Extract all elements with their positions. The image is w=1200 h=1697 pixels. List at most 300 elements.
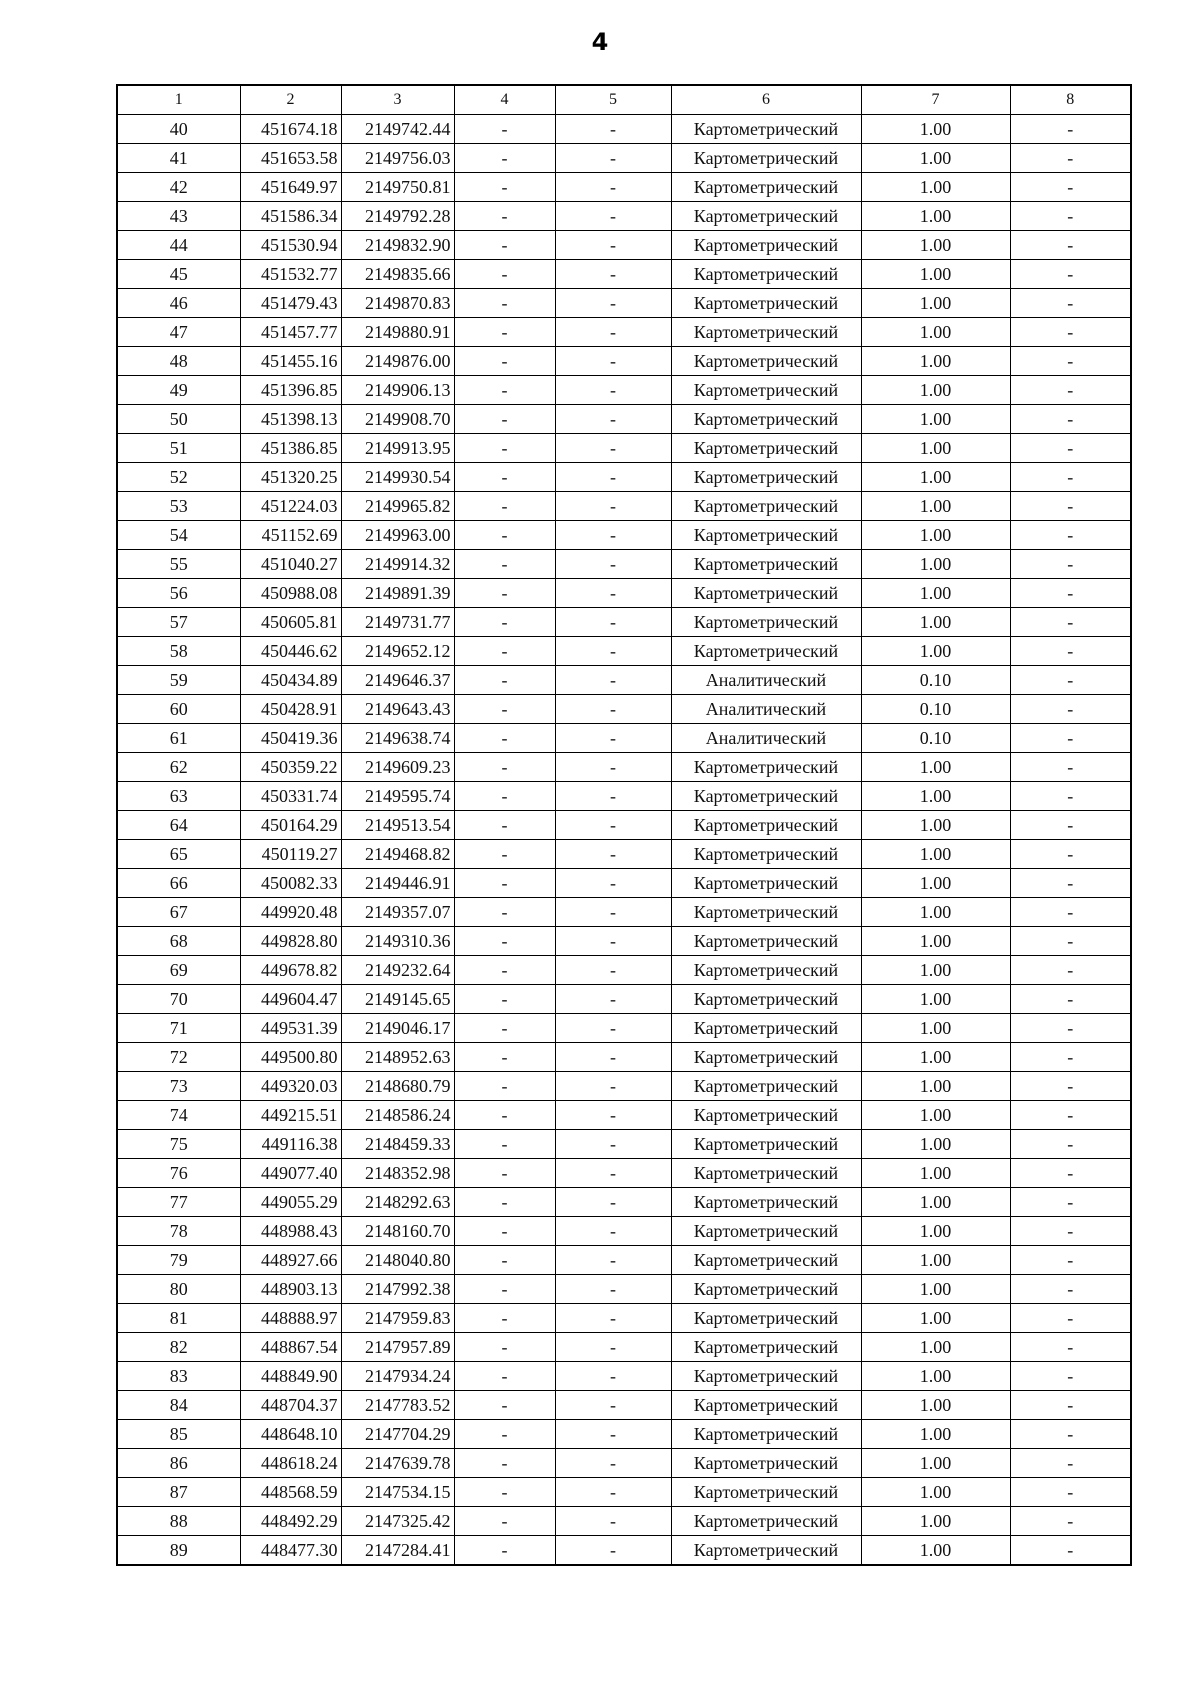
method-cell: Картометрический [671, 753, 861, 782]
table-row [117, 1507, 1131, 1536]
accuracy-cell: 1.00 [861, 1101, 1010, 1130]
col4-cell: - [454, 492, 555, 521]
table-row [117, 869, 1131, 898]
method-cell: Картометрический [671, 869, 861, 898]
col5-cell: - [555, 1362, 671, 1391]
method-cell: Картометрический [671, 579, 861, 608]
accuracy-cell: 0.10 [861, 695, 1010, 724]
point-number-cell: 45 [117, 260, 240, 289]
accuracy-cell: 1.00 [861, 956, 1010, 985]
accuracy-cell: 1.00 [861, 579, 1010, 608]
col8-cell: - [1010, 521, 1131, 550]
col5-cell: - [555, 811, 671, 840]
col5-cell: - [555, 1449, 671, 1478]
accuracy-cell: 1.00 [861, 550, 1010, 579]
point-number-cell: 78 [117, 1217, 240, 1246]
col8-cell: - [1010, 1275, 1131, 1304]
col4-cell: - [454, 347, 555, 376]
x-coordinate-cell: 451152.69 [240, 521, 341, 550]
accuracy-cell: 1.00 [861, 318, 1010, 347]
col4-cell: - [454, 1507, 555, 1536]
point-number-cell: 67 [117, 898, 240, 927]
point-number-cell: 79 [117, 1246, 240, 1275]
col5-cell: - [555, 1246, 671, 1275]
table-row [117, 405, 1131, 434]
x-coordinate-cell: 451396.85 [240, 376, 341, 405]
accuracy-cell: 1.00 [861, 376, 1010, 405]
col5-cell: - [555, 1101, 671, 1130]
y-coordinate-cell: 2147639.78 [341, 1449, 454, 1478]
x-coordinate-cell: 450446.62 [240, 637, 341, 666]
point-number-cell: 46 [117, 289, 240, 318]
col8-cell: - [1010, 434, 1131, 463]
col8-cell: - [1010, 1420, 1131, 1449]
col4-cell: - [454, 956, 555, 985]
y-coordinate-cell: 2149963.00 [341, 521, 454, 550]
col4-cell: - [454, 550, 555, 579]
y-coordinate-cell: 2149792.28 [341, 202, 454, 231]
col5-cell: - [555, 1072, 671, 1101]
table-row [117, 376, 1131, 405]
col8-cell: - [1010, 1507, 1131, 1536]
col8-cell: - [1010, 1072, 1131, 1101]
x-coordinate-cell: 451479.43 [240, 289, 341, 318]
y-coordinate-cell: 2148040.80 [341, 1246, 454, 1275]
column-header: 4 [454, 85, 555, 115]
accuracy-cell: 1.00 [861, 115, 1010, 144]
table-row [117, 1536, 1131, 1566]
method-cell: Аналитический [671, 724, 861, 753]
col8-cell: - [1010, 347, 1131, 376]
col4-cell: - [454, 1478, 555, 1507]
x-coordinate-cell: 449055.29 [240, 1188, 341, 1217]
accuracy-cell: 1.00 [861, 1362, 1010, 1391]
col8-cell: - [1010, 1217, 1131, 1246]
table-header-row [117, 85, 1131, 115]
method-cell: Картометрический [671, 289, 861, 318]
table-row [117, 1478, 1131, 1507]
x-coordinate-cell: 449920.48 [240, 898, 341, 927]
col8-cell: - [1010, 1478, 1131, 1507]
point-number-cell: 88 [117, 1507, 240, 1536]
col8-cell: - [1010, 753, 1131, 782]
point-number-cell: 58 [117, 637, 240, 666]
table-row [117, 724, 1131, 753]
point-number-cell: 70 [117, 985, 240, 1014]
col8-cell: - [1010, 289, 1131, 318]
method-cell: Аналитический [671, 695, 861, 724]
y-coordinate-cell: 2149145.65 [341, 985, 454, 1014]
accuracy-cell: 1.00 [861, 492, 1010, 521]
col5-cell: - [555, 608, 671, 637]
x-coordinate-cell: 448568.59 [240, 1478, 341, 1507]
point-number-cell: 61 [117, 724, 240, 753]
point-number-cell: 50 [117, 405, 240, 434]
col8-cell: - [1010, 405, 1131, 434]
table-row [117, 840, 1131, 869]
accuracy-cell: 1.00 [861, 1217, 1010, 1246]
table-row [117, 695, 1131, 724]
table-row [117, 985, 1131, 1014]
col4-cell: - [454, 1246, 555, 1275]
accuracy-cell: 1.00 [861, 1188, 1010, 1217]
method-cell: Картометрический [671, 637, 861, 666]
method-cell: Картометрический [671, 347, 861, 376]
col5-cell: - [555, 202, 671, 231]
y-coordinate-cell: 2149310.36 [341, 927, 454, 956]
col8-cell: - [1010, 811, 1131, 840]
col4-cell: - [454, 927, 555, 956]
col5-cell: - [555, 1217, 671, 1246]
method-cell: Картометрический [671, 1449, 861, 1478]
point-number-cell: 71 [117, 1014, 240, 1043]
y-coordinate-cell: 2149652.12 [341, 637, 454, 666]
table-row [117, 1072, 1131, 1101]
y-coordinate-cell: 2148352.98 [341, 1159, 454, 1188]
col4-cell: - [454, 724, 555, 753]
col8-cell: - [1010, 1014, 1131, 1043]
accuracy-cell: 1.00 [861, 1275, 1010, 1304]
point-number-cell: 89 [117, 1536, 240, 1566]
y-coordinate-cell: 2147959.83 [341, 1304, 454, 1333]
method-cell: Картометрический [671, 318, 861, 347]
accuracy-cell: 1.00 [861, 1391, 1010, 1420]
col8-cell: - [1010, 550, 1131, 579]
col5-cell: - [555, 1014, 671, 1043]
method-cell: Картометрический [671, 985, 861, 1014]
table-row [117, 318, 1131, 347]
table-row [117, 1420, 1131, 1449]
table-body [117, 85, 1131, 1565]
point-number-cell: 80 [117, 1275, 240, 1304]
x-coordinate-cell: 451532.77 [240, 260, 341, 289]
accuracy-cell: 0.10 [861, 666, 1010, 695]
col8-cell: - [1010, 666, 1131, 695]
col5-cell: - [555, 1333, 671, 1362]
method-cell: Картометрический [671, 492, 861, 521]
y-coordinate-cell: 2149913.95 [341, 434, 454, 463]
col8-cell: - [1010, 231, 1131, 260]
y-coordinate-cell: 2147934.24 [341, 1362, 454, 1391]
col5-cell: - [555, 1507, 671, 1536]
col5-cell: - [555, 347, 671, 376]
col4-cell: - [454, 840, 555, 869]
col4-cell: - [454, 1043, 555, 1072]
col8-cell: - [1010, 985, 1131, 1014]
col4-cell: - [454, 811, 555, 840]
col5-cell: - [555, 1159, 671, 1188]
y-coordinate-cell: 2148586.24 [341, 1101, 454, 1130]
point-number-cell: 40 [117, 115, 240, 144]
col4-cell: - [454, 202, 555, 231]
method-cell: Картометрический [671, 1217, 861, 1246]
method-cell: Картометрический [671, 115, 861, 144]
method-cell: Картометрический [671, 1246, 861, 1275]
method-cell: Картометрический [671, 1304, 861, 1333]
method-cell: Картометрический [671, 1014, 861, 1043]
col4-cell: - [454, 637, 555, 666]
col8-cell: - [1010, 144, 1131, 173]
table-row [117, 521, 1131, 550]
table-row [117, 347, 1131, 376]
col8-cell: - [1010, 260, 1131, 289]
col4-cell: - [454, 1362, 555, 1391]
x-coordinate-cell: 451653.58 [240, 144, 341, 173]
col5-cell: - [555, 985, 671, 1014]
y-coordinate-cell: 2149870.83 [341, 289, 454, 318]
col5-cell: - [555, 492, 671, 521]
accuracy-cell: 0.10 [861, 724, 1010, 753]
col5-cell: - [555, 289, 671, 318]
x-coordinate-cell: 448704.37 [240, 1391, 341, 1420]
table-row [117, 1333, 1131, 1362]
col4-cell: - [454, 1014, 555, 1043]
x-coordinate-cell: 451386.85 [240, 434, 341, 463]
method-cell: Картометрический [671, 550, 861, 579]
col4-cell: - [454, 1333, 555, 1362]
y-coordinate-cell: 2147783.52 [341, 1391, 454, 1420]
x-coordinate-cell: 450331.74 [240, 782, 341, 811]
column-header: 3 [341, 85, 454, 115]
method-cell: Картометрический [671, 1391, 861, 1420]
col8-cell: - [1010, 463, 1131, 492]
y-coordinate-cell: 2149835.66 [341, 260, 454, 289]
x-coordinate-cell: 449116.38 [240, 1130, 341, 1159]
table-row [117, 434, 1131, 463]
table-row [117, 550, 1131, 579]
col4-cell: - [454, 376, 555, 405]
accuracy-cell: 1.00 [861, 202, 1010, 231]
col8-cell: - [1010, 1246, 1131, 1275]
col8-cell: - [1010, 637, 1131, 666]
x-coordinate-cell: 451586.34 [240, 202, 341, 231]
col4-cell: - [454, 1391, 555, 1420]
x-coordinate-cell: 449320.03 [240, 1072, 341, 1101]
x-coordinate-cell: 448618.24 [240, 1449, 341, 1478]
col4-cell: - [454, 318, 555, 347]
accuracy-cell: 1.00 [861, 1478, 1010, 1507]
col5-cell: - [555, 144, 671, 173]
col8-cell: - [1010, 1304, 1131, 1333]
x-coordinate-cell: 450434.89 [240, 666, 341, 695]
col4-cell: - [454, 1275, 555, 1304]
table-row [117, 463, 1131, 492]
accuracy-cell: 1.00 [861, 898, 1010, 927]
table-row [117, 898, 1131, 927]
table-row [117, 1304, 1131, 1333]
x-coordinate-cell: 450428.91 [240, 695, 341, 724]
accuracy-cell: 1.00 [861, 1246, 1010, 1275]
x-coordinate-cell: 449828.80 [240, 927, 341, 956]
method-cell: Картометрический [671, 1072, 861, 1101]
x-coordinate-cell: 450988.08 [240, 579, 341, 608]
col4-cell: - [454, 1072, 555, 1101]
x-coordinate-cell: 451649.97 [240, 173, 341, 202]
col4-cell: - [454, 1536, 555, 1566]
point-number-cell: 53 [117, 492, 240, 521]
point-number-cell: 76 [117, 1159, 240, 1188]
col8-cell: - [1010, 782, 1131, 811]
y-coordinate-cell: 2149609.23 [341, 753, 454, 782]
col5-cell: - [555, 115, 671, 144]
y-coordinate-cell: 2149914.32 [341, 550, 454, 579]
method-cell: Картометрический [671, 144, 861, 173]
y-coordinate-cell: 2149513.54 [341, 811, 454, 840]
col8-cell: - [1010, 608, 1131, 637]
col4-cell: - [454, 1188, 555, 1217]
y-coordinate-cell: 2149880.91 [341, 318, 454, 347]
point-number-cell: 65 [117, 840, 240, 869]
point-number-cell: 74 [117, 1101, 240, 1130]
method-cell: Картометрический [671, 463, 861, 492]
point-number-cell: 63 [117, 782, 240, 811]
accuracy-cell: 1.00 [861, 144, 1010, 173]
point-number-cell: 54 [117, 521, 240, 550]
col4-cell: - [454, 115, 555, 144]
point-number-cell: 62 [117, 753, 240, 782]
table-row [117, 1217, 1131, 1246]
y-coordinate-cell: 2149750.81 [341, 173, 454, 202]
y-coordinate-cell: 2149638.74 [341, 724, 454, 753]
point-number-cell: 55 [117, 550, 240, 579]
col5-cell: - [555, 318, 671, 347]
method-cell: Картометрический [671, 173, 861, 202]
accuracy-cell: 1.00 [861, 173, 1010, 202]
point-number-cell: 48 [117, 347, 240, 376]
y-coordinate-cell: 2147992.38 [341, 1275, 454, 1304]
col5-cell: - [555, 1188, 671, 1217]
point-number-cell: 77 [117, 1188, 240, 1217]
x-coordinate-cell: 450164.29 [240, 811, 341, 840]
col5-cell: - [555, 260, 671, 289]
x-coordinate-cell: 449500.80 [240, 1043, 341, 1072]
accuracy-cell: 1.00 [861, 753, 1010, 782]
method-cell: Картометрический [671, 1101, 861, 1130]
method-cell: Картометрический [671, 1478, 861, 1507]
x-coordinate-cell: 449678.82 [240, 956, 341, 985]
y-coordinate-cell: 2149876.00 [341, 347, 454, 376]
col5-cell: - [555, 666, 671, 695]
point-number-cell: 56 [117, 579, 240, 608]
accuracy-cell: 1.00 [861, 434, 1010, 463]
col8-cell: - [1010, 956, 1131, 985]
col4-cell: - [454, 608, 555, 637]
y-coordinate-cell: 2149908.70 [341, 405, 454, 434]
y-coordinate-cell: 2149742.44 [341, 115, 454, 144]
accuracy-cell: 1.00 [861, 985, 1010, 1014]
column-header: 7 [861, 85, 1010, 115]
col8-cell: - [1010, 695, 1131, 724]
col8-cell: - [1010, 1333, 1131, 1362]
point-number-cell: 66 [117, 869, 240, 898]
col4-cell: - [454, 1217, 555, 1246]
y-coordinate-cell: 2147534.15 [341, 1478, 454, 1507]
col8-cell: - [1010, 1362, 1131, 1391]
col5-cell: - [555, 231, 671, 260]
y-coordinate-cell: 2148459.33 [341, 1130, 454, 1159]
column-header: 1 [117, 85, 240, 115]
point-number-cell: 86 [117, 1449, 240, 1478]
method-cell: Картометрический [671, 260, 861, 289]
point-number-cell: 49 [117, 376, 240, 405]
method-cell: Картометрический [671, 1362, 861, 1391]
col4-cell: - [454, 463, 555, 492]
x-coordinate-cell: 448903.13 [240, 1275, 341, 1304]
col4-cell: - [454, 1101, 555, 1130]
point-number-cell: 85 [117, 1420, 240, 1449]
x-coordinate-cell: 451040.27 [240, 550, 341, 579]
y-coordinate-cell: 2149446.91 [341, 869, 454, 898]
col5-cell: - [555, 1304, 671, 1333]
accuracy-cell: 1.00 [861, 260, 1010, 289]
accuracy-cell: 1.00 [861, 1043, 1010, 1072]
table-row [117, 1362, 1131, 1391]
col4-cell: - [454, 753, 555, 782]
point-number-cell: 59 [117, 666, 240, 695]
col5-cell: - [555, 434, 671, 463]
accuracy-cell: 1.00 [861, 1507, 1010, 1536]
table-row [117, 637, 1131, 666]
y-coordinate-cell: 2149232.64 [341, 956, 454, 985]
point-number-cell: 60 [117, 695, 240, 724]
table-row [117, 666, 1131, 695]
x-coordinate-cell: 450605.81 [240, 608, 341, 637]
accuracy-cell: 1.00 [861, 608, 1010, 637]
col8-cell: - [1010, 1159, 1131, 1188]
method-cell: Аналитический [671, 666, 861, 695]
col8-cell: - [1010, 1130, 1131, 1159]
column-header: 5 [555, 85, 671, 115]
accuracy-cell: 1.00 [861, 927, 1010, 956]
col5-cell: - [555, 521, 671, 550]
y-coordinate-cell: 2149646.37 [341, 666, 454, 695]
table-row [117, 1188, 1131, 1217]
method-cell: Картометрический [671, 434, 861, 463]
col8-cell: - [1010, 579, 1131, 608]
page-number: 4 [591, 28, 609, 56]
method-cell: Картометрический [671, 1188, 861, 1217]
point-number-cell: 64 [117, 811, 240, 840]
col5-cell: - [555, 173, 671, 202]
method-cell: Картометрический [671, 521, 861, 550]
x-coordinate-cell: 450119.27 [240, 840, 341, 869]
method-cell: Картометрический [671, 898, 861, 927]
y-coordinate-cell: 2148292.63 [341, 1188, 454, 1217]
col4-cell: - [454, 405, 555, 434]
accuracy-cell: 1.00 [861, 521, 1010, 550]
point-number-cell: 57 [117, 608, 240, 637]
x-coordinate-cell: 448927.66 [240, 1246, 341, 1275]
point-number-cell: 84 [117, 1391, 240, 1420]
x-coordinate-cell: 448888.97 [240, 1304, 341, 1333]
method-cell: Картометрический [671, 1536, 861, 1566]
method-cell: Картометрический [671, 1333, 861, 1362]
point-number-cell: 75 [117, 1130, 240, 1159]
table-row [117, 173, 1131, 202]
col5-cell: - [555, 1275, 671, 1304]
method-cell: Картометрический [671, 840, 861, 869]
point-number-cell: 73 [117, 1072, 240, 1101]
x-coordinate-cell: 449077.40 [240, 1159, 341, 1188]
method-cell: Картометрический [671, 956, 861, 985]
point-number-cell: 51 [117, 434, 240, 463]
col4-cell: - [454, 1130, 555, 1159]
col5-cell: - [555, 550, 671, 579]
col8-cell: - [1010, 202, 1131, 231]
point-number-cell: 81 [117, 1304, 240, 1333]
table-row [117, 231, 1131, 260]
point-number-cell: 52 [117, 463, 240, 492]
